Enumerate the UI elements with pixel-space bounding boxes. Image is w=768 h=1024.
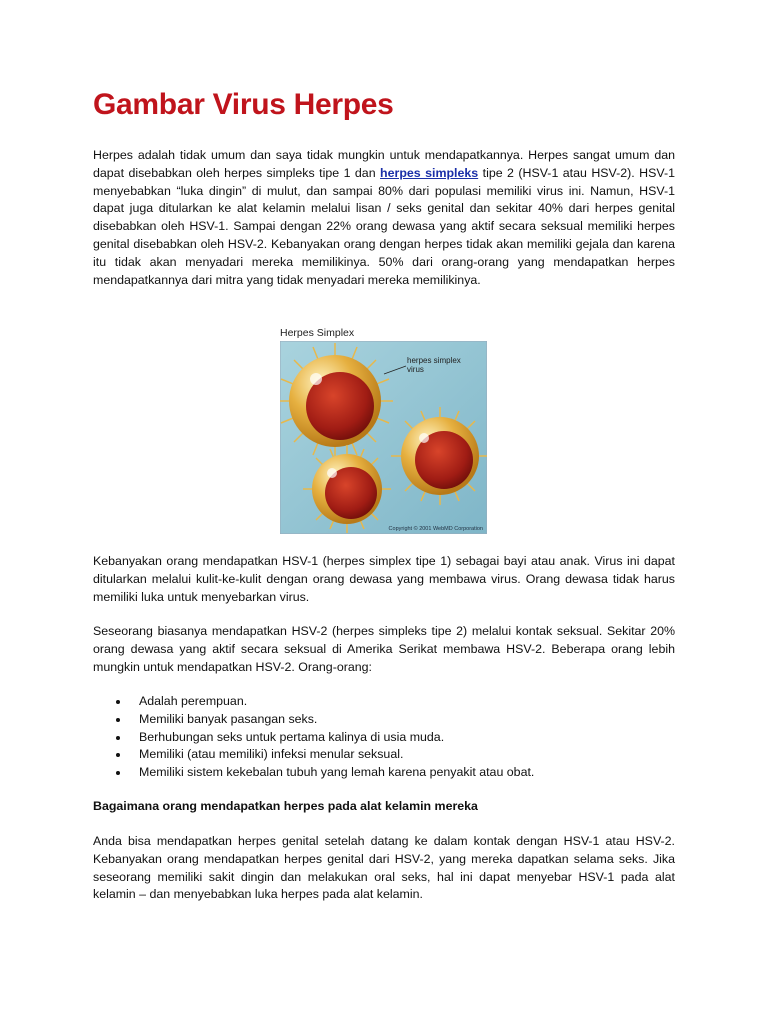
herpes-simplex-figure xyxy=(280,327,487,535)
list-item: Berhubungan seks untuk pertama kalinya di usia muda. xyxy=(93,729,534,747)
virus-label: herpes simplex xyxy=(407,356,461,365)
list-item: Memiliki (atau memiliki) infeksi menular seksual. xyxy=(93,746,534,764)
genital-herpes-paragraph: Anda bisa mendapatkan herpes genital setelah datang ke dalam kontak dengan HSV-1 atau HSV-2. Kebanyakan orang mendapatkan herpes genital dari HSV-2, yang mereka dapatkan selama seks. Jika seseorang memiliki sakit dingin dan melakukan oral seks, hal ini dapat menyebar HSV-1 pada alat kelamin – dan menyebabkan luka herpes pada alat kelamin. xyxy=(93,834,675,902)
virus-illustration xyxy=(280,341,487,534)
paragraph-text: tipe 2 (HSV-1 atau HSV-2). HSV-1 menyebabkan “luka dingin” di mulut, dan sampai 80% dari populasi memiliki virus ini. Namun, HSV-1 dapat juga ditularkan ke alat kelamin melalui lisan / seks genital dan sekitar 40% dari herpes genital disebabkan oleh HSV-1. Sampai dengan 22% orang dewasa yang aktif secara seksual memiliki herpes genital disebabkan oleh HSV-2. Kebanyakan orang dengan herpes tidak akan memiliki gejala dan karena itu tidak akan menyadari mereka memilikinya. 50% dari orang-orang yang mendapatkan herpes mendapatkannya dari mitra yang tidak menyadari mereka memilikinya. xyxy=(93,165,675,287)
virus-label: virus xyxy=(407,365,424,374)
section-heading: Bagaimana orang mendapatkan herpes pada alat kelamin mereka xyxy=(93,799,478,813)
page-title: Gambar Virus Herpes xyxy=(93,88,394,121)
copyright-text: Copyright © 2001 WebMD Corporation xyxy=(388,526,483,532)
herpes-simpleks-link[interactable]: herpes simpleks xyxy=(380,165,479,180)
figure-caption: Herpes Simplex xyxy=(280,327,355,339)
list-item: Memiliki banyak pasangan seks. xyxy=(93,711,534,729)
intro-paragraph xyxy=(93,147,675,289)
hsv2-paragraph: Seseorang biasanya mendapatkan HSV-2 (herpes simpleks tipe 2) melalui kontak seksual. Sekitar 20% orang dewasa yang aktif secara seksual di Amerika Serikat membawa HSV-2. Beberapa orang lebih mungkin untuk mendapatkan HSV-2. Orang-orang: xyxy=(93,624,675,674)
list-item: Adalah perempuan. xyxy=(93,693,534,711)
paragraph-text: Herpes adalah tidak umum dan saya tidak mungkin untuk mendapatkannya. Herpes sangat umum dan dapat disebabkan oleh herpes simpleks tipe 1 dan xyxy=(93,148,675,180)
list-item: Memiliki sistem kekebalan tubuh yang lemah karena penyakit atau obat. xyxy=(93,764,534,782)
hsv1-paragraph: Kebanyakan orang mendapatkan HSV-1 (herpes simplex tipe 1) sebagai bayi atau anak. Virus ini dapat ditularkan melalui kulit-ke-kulit dengan orang dewasa yang membawa virus. Orang dewasa tidak harus memiliki luka untuk menyebarkan virus. xyxy=(93,554,675,604)
risk-factor-list xyxy=(93,693,534,782)
